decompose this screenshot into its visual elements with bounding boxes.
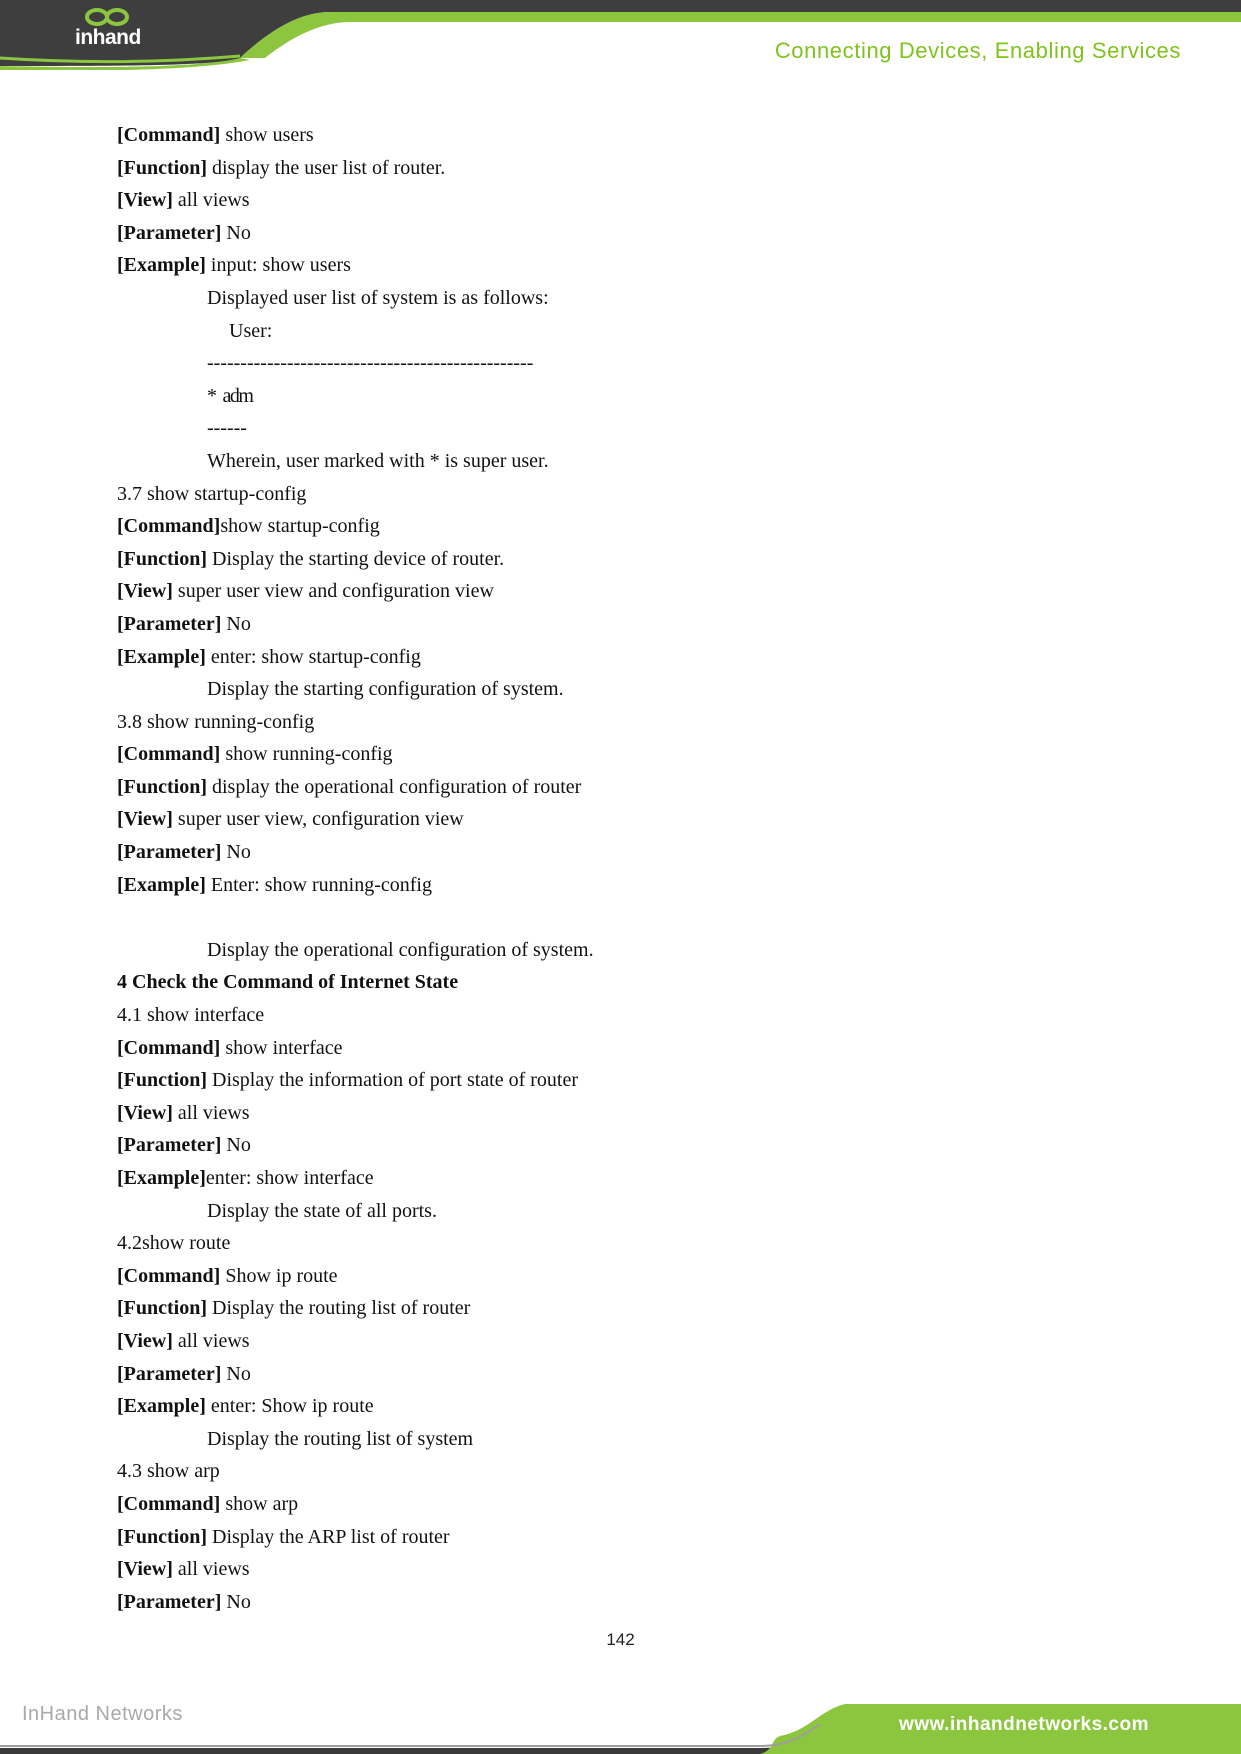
text-line (117, 1064, 1117, 1097)
line-label: [Parameter] (117, 1590, 222, 1613)
text-line (117, 738, 1117, 771)
page-header (0, 0, 1241, 70)
line-text: input: show users (205, 254, 351, 277)
line-label: [Example] (117, 1167, 206, 1189)
line-text: Display the routing list of router (207, 1297, 471, 1320)
text-line (117, 869, 1117, 902)
line-label: [Function] (117, 547, 207, 570)
text-line: Wherein, user marked with * is super user. (207, 449, 549, 472)
text-line: ------------------------------------------------- (207, 352, 534, 375)
text-line (117, 836, 1117, 869)
line-text: show startup-config (220, 515, 380, 538)
line-label: [Function] (117, 156, 207, 179)
text-line (117, 1162, 1117, 1195)
line-text: No (221, 612, 251, 635)
text-line (117, 1292, 1117, 1325)
section-heading: 4.3 show arp (117, 1460, 220, 1483)
text-line (117, 1553, 1117, 1586)
line-label: [Example] (117, 873, 206, 896)
line-label: [View] (117, 1558, 173, 1581)
line-text: Display the starting device of router. (207, 547, 505, 570)
text-line: Display the state of all ports. (207, 1199, 437, 1222)
line-label: [Function] (117, 1069, 207, 1092)
text-line: * adm (207, 384, 253, 407)
line-label: [Example] (117, 254, 206, 277)
line-text: all views (172, 1329, 250, 1352)
line-label: [Parameter] (117, 612, 222, 635)
line-text: No (221, 841, 251, 864)
text-line (117, 803, 1117, 836)
text-line (117, 184, 1117, 217)
line-label: [Command] (117, 124, 221, 146)
text-line (117, 1521, 1117, 1554)
line-text: enter: show interface (205, 1167, 374, 1189)
line-label: [Parameter] (117, 1134, 222, 1157)
section-heading: 3.7 show startup-config (117, 482, 307, 505)
chapter-heading: 4 Check the Command of Internet State (117, 971, 459, 994)
line-label: [Parameter] (117, 221, 222, 244)
line-text: No (221, 1134, 251, 1157)
line-text: Display the information of port state of router (207, 1069, 579, 1092)
text-line (117, 1032, 1117, 1065)
line-text: Show ip route (220, 1264, 338, 1287)
text-line (117, 608, 1117, 641)
text-line (117, 1325, 1117, 1358)
text-line (117, 575, 1117, 608)
line-label: [View] (117, 1329, 173, 1352)
line-text: No (221, 1590, 251, 1613)
line-text: display the operational configuration of router (207, 775, 582, 798)
text-line (117, 543, 1117, 576)
header-tagline: Connecting Devices, Enabling Services (774, 38, 1181, 63)
text-line: User: (229, 319, 273, 342)
text-line (117, 1586, 1117, 1619)
text-line (117, 641, 1117, 674)
text-line: Display the starting configuration of system. (207, 678, 564, 701)
line-text: all views (172, 1558, 250, 1581)
line-label: [Function] (117, 1525, 207, 1548)
line-text: show arp (220, 1492, 299, 1515)
line-label: [Parameter] (117, 1362, 222, 1385)
line-text: super user view, configuration view (172, 808, 464, 831)
text-line (117, 217, 1117, 250)
line-text: all views (172, 1101, 250, 1124)
line-label: [Example] (117, 645, 206, 668)
line-label: [Parameter] (117, 841, 222, 864)
line-label: [Command] (117, 515, 221, 538)
line-label: [Command] (117, 1492, 221, 1515)
text-line: Displayed user list of system is as follows: (207, 286, 549, 309)
line-label: [View] (117, 580, 173, 603)
line-text: Enter: show running-config (205, 873, 432, 896)
document-body (117, 119, 1117, 1618)
footer-brand: InHand Networks (22, 1703, 183, 1725)
line-text: show users (220, 124, 314, 146)
text-line (117, 1097, 1117, 1130)
text-line (117, 1358, 1117, 1391)
line-label: [View] (117, 808, 173, 831)
page-number: 142 (606, 1630, 635, 1649)
text-line (117, 1260, 1117, 1293)
text-line (117, 1488, 1117, 1521)
line-text: Display the ARP list of router (207, 1525, 450, 1548)
line-text: No (221, 1362, 251, 1385)
section-heading: 3.8 show running-config (117, 710, 315, 733)
text-line (117, 771, 1117, 804)
text-line (117, 152, 1117, 185)
text-line (117, 119, 1117, 152)
line-label: [View] (117, 1101, 173, 1124)
text-line (117, 510, 1117, 543)
footer-url: www.inhandnetworks.com (899, 1714, 1149, 1735)
line-text: show interface (220, 1036, 343, 1059)
line-label: [Command] (117, 1264, 221, 1287)
line-text: enter: Show ip route (205, 1395, 374, 1418)
line-text: No (221, 221, 251, 244)
line-label: [Command] (117, 1036, 221, 1059)
line-text: super user view and configuration view (172, 580, 494, 603)
logo-text: inhand (75, 26, 141, 49)
line-label: [Command] (117, 743, 221, 766)
section-heading: 4.1 show interface (117, 1004, 265, 1027)
line-text: show running-config (220, 743, 393, 766)
section-heading: 4.2show route (117, 1232, 231, 1255)
line-text: enter: show startup-config (205, 645, 421, 668)
text-line (117, 1129, 1117, 1162)
line-label: [Function] (117, 775, 207, 798)
line-text: all views (172, 189, 250, 212)
text-line (117, 249, 1117, 282)
line-label: [Example] (117, 1395, 206, 1418)
line-label: [View] (117, 189, 173, 212)
line-text: display the user list of router. (207, 156, 446, 179)
blank-line (117, 901, 1117, 934)
text-line: Display the routing list of system (207, 1427, 474, 1450)
text-line (117, 1390, 1117, 1423)
text-line: Display the operational configuration of system. (207, 938, 594, 961)
line-label: [Function] (117, 1297, 207, 1320)
text-line: ------ (207, 417, 247, 440)
